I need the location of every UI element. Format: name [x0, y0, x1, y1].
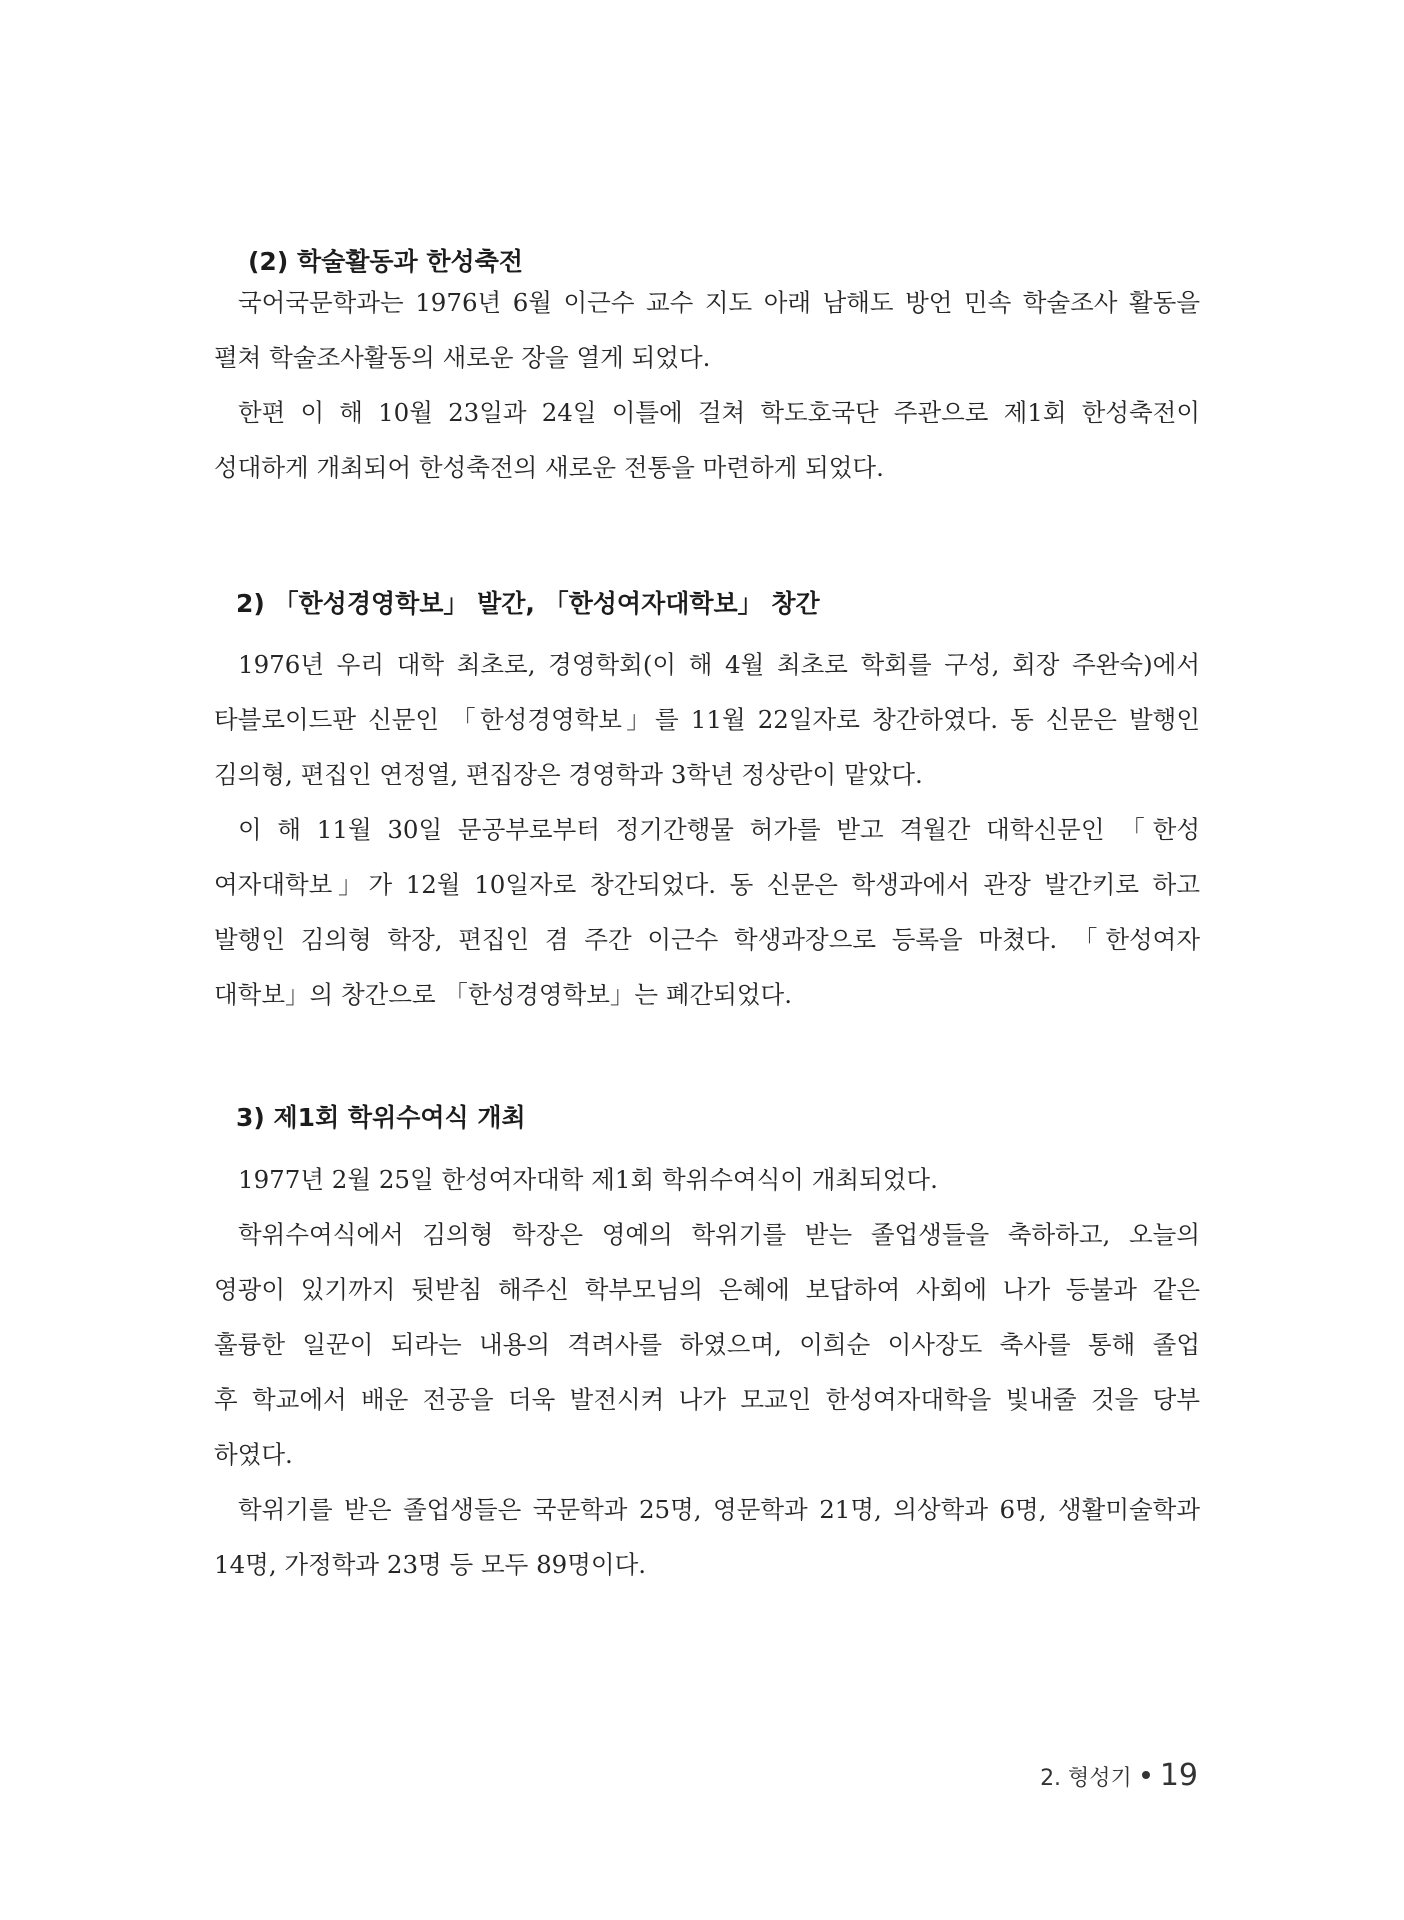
- page-number: 19: [1159, 1758, 1198, 1793]
- paragraph-line: 이 해 11월 30일 문공부로부터 정기간행물 허가를 받고 격월간 대학신문인 「한성: [238, 815, 1200, 844]
- paragraph-line: 훌륭한 일꾼이 되라는 내용의 격려사를 하였으며, 이희순 이사장도 축사를 통해 졸업: [214, 1330, 1200, 1359]
- section-heading-academic-activities: (2) 학술활동과 한성축전: [248, 247, 524, 276]
- paragraph-line: 김의형, 편집인 연정열, 편집장은 경영학과 3학년 정상란이 맡았다.: [214, 760, 923, 789]
- paragraph-line: 국어국문학과는 1976년 6월 이근수 교수 지도 아래 남해도 방언 민속 학술조사 활동을: [238, 288, 1200, 317]
- paragraph-line: 성대하게 개최되어 한성축전의 새로운 전통을 마련하게 되었다.: [214, 453, 884, 482]
- paragraph-line: 14명, 가정학과 23명 등 모두 89명이다.: [214, 1550, 647, 1579]
- paragraph-line: 후 학교에서 배운 전공을 더욱 발전시켜 나가 모교인 한성여자대학을 빛내줄 것을 당부: [214, 1385, 1200, 1414]
- paragraph-line: 하였다.: [214, 1440, 293, 1469]
- bullet-icon: [1142, 1771, 1150, 1779]
- paragraph-line: 학위기를 받은 졸업생들은 국문학과 25명, 영문학과 21명, 의상학과 6명, 생활미술학과: [238, 1495, 1200, 1524]
- paragraph-line: 영광이 있기까지 뒷받침 해주신 학부모님의 은혜에 보답하여 사회에 나가 등불과 같은: [214, 1275, 1200, 1304]
- chapter-title: 2. 형성기: [1040, 1766, 1132, 1791]
- paragraph-line: 한편 이 해 10월 23일과 24일 이틀에 걸쳐 학도호국단 주관으로 제1회 한성축전이: [238, 398, 1200, 427]
- paragraph-line: 여자대학보」가 12월 10일자로 창간되었다. 동 신문은 학생과에서 관장 발간키로 하고: [214, 870, 1200, 899]
- section-heading-newspaper: 2) 「한성경영학보」 발간, 「한성여자대학보」 창간: [236, 589, 820, 618]
- paragraph-line: 학위수여식에서 김의형 학장은 영예의 학위기를 받는 졸업생들을 축하하고, 오늘의: [238, 1220, 1200, 1249]
- section-heading-graduation: 3) 제1회 학위수여식 개최: [236, 1103, 526, 1132]
- paragraph-line: 발행인 김의형 학장, 편집인 겸 주간 이근수 학생과장으로 등록을 마쳤다. 「한성여자: [214, 925, 1200, 954]
- paragraph-line: 타블로이드판 신문인 「한성경영학보」를 11월 22일자로 창간하였다. 동 신문은 발행인: [214, 705, 1200, 734]
- paragraph-line: 1977년 2월 25일 한성여자대학 제1회 학위수여식이 개최되었다.: [238, 1165, 938, 1194]
- page-footer: [1040, 1758, 1198, 1793]
- paragraph-line: 펼쳐 학술조사활동의 새로운 장을 열게 되었다.: [214, 343, 711, 372]
- paragraph-line: 대학보」의 창간으로 「한성경영학보」는 폐간되었다.: [214, 980, 792, 1009]
- paragraph-line: 1976년 우리 대학 최초로, 경영학회(이 해 4월 최초로 학회를 구성, 회장 주완숙)에서: [238, 650, 1200, 679]
